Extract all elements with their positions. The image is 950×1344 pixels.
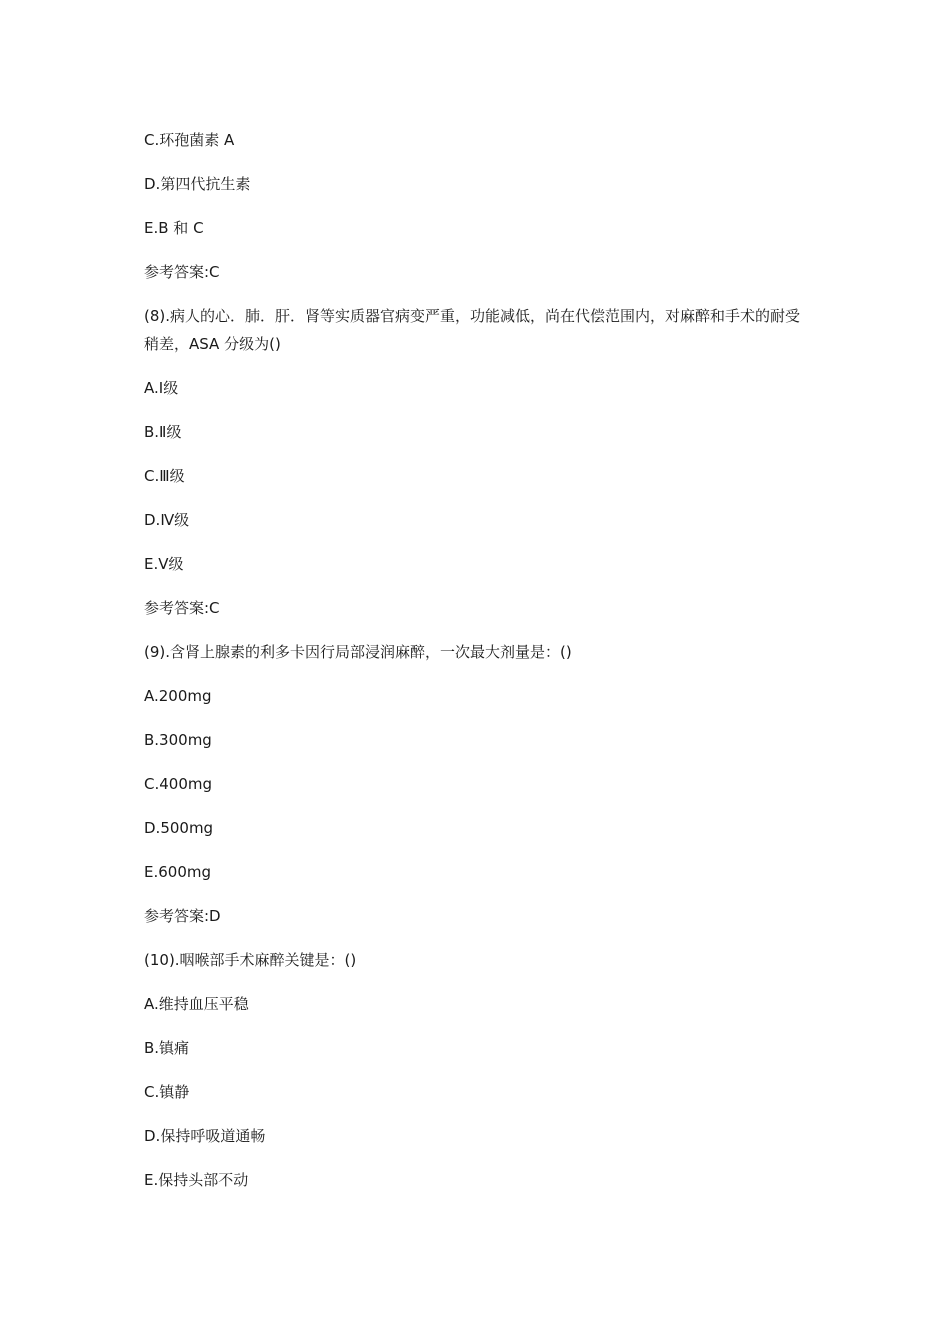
option-line: E.B 和 C [144,219,204,237]
question-line: (10).咽喉部手术麻醉关键是：() [144,951,357,969]
document-body [144,126,814,1210]
answer-line: 参考答案:D [144,907,221,925]
option-line: D.Ⅳ级 [144,511,190,529]
option-line: A.维持血压平稳 [144,995,249,1013]
option-line: C.镇静 [144,1083,190,1101]
option-line: E.Ⅴ级 [144,555,184,573]
option-line: D.第四代抗生素 [144,175,251,193]
option-line: B.Ⅱ级 [144,423,182,441]
option-line: C.400mg [144,775,213,793]
question-line: (8).病人的心．肺．肝．肾等实质器官病变严重，功能减低，尚在代偿范围内，对麻醉和手术的耐受稍差，ASA 分级为() [144,307,801,353]
answer-line: 参考答案:C [144,599,220,617]
option-line: C.Ⅲ级 [144,467,185,485]
option-line: E.600mg [144,863,212,881]
option-line: A.Ⅰ级 [144,379,179,397]
option-line: C.环孢菌素 A [144,131,235,149]
option-line: A.200mg [144,687,212,705]
answer-line: 参考答案:C [144,263,220,281]
option-line: D.500mg [144,819,214,837]
option-line: E.保持头部不动 [144,1171,249,1189]
option-line: B.镇痛 [144,1039,190,1057]
option-line: D.保持呼吸道通畅 [144,1127,266,1145]
option-line: B.300mg [144,731,212,749]
question-line: (9).含肾上腺素的利多卡因行局部浸润麻醉，一次最大剂量是：() [144,643,572,661]
